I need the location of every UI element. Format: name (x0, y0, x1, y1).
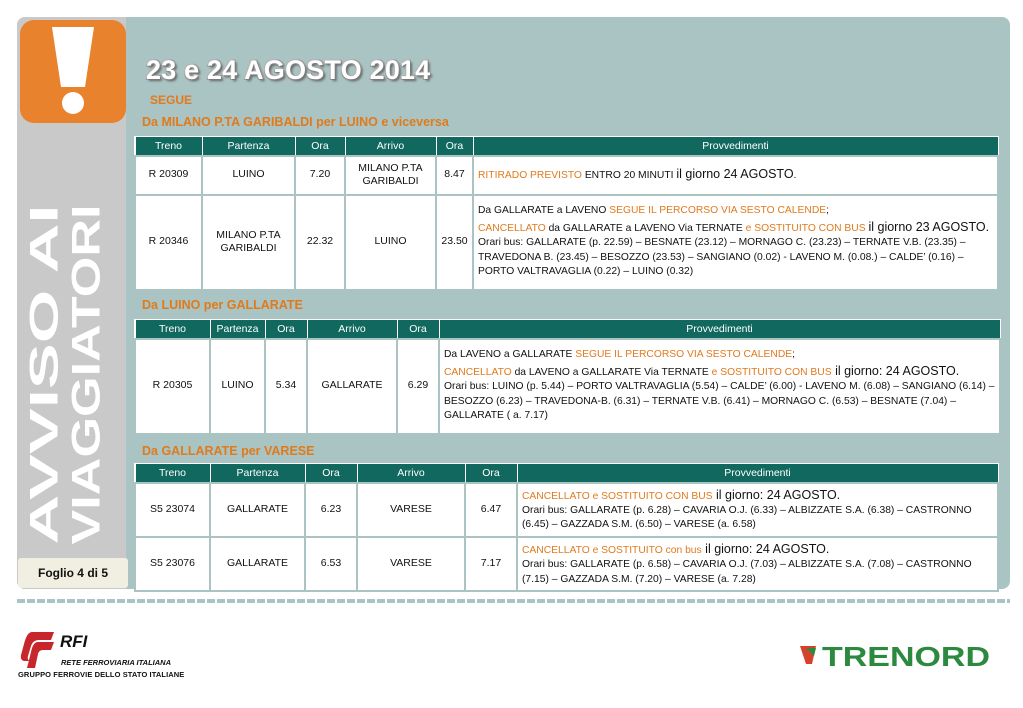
col-ora-arrivo: Ora (436, 137, 473, 156)
col-partenza: Partenza (210, 464, 305, 483)
cell-ora-arrivo: 8.47 (436, 156, 473, 195)
col-treno: Treno (135, 137, 202, 156)
col-partenza: Partenza (210, 320, 265, 339)
section-title-gallarate-varese: Da GALLARATE per VARESE (142, 444, 315, 458)
avviso-viaggiatori-vertical (22, 202, 116, 547)
date-text: il giorno: 24 AGOSTO. (712, 487, 841, 502)
semicolon: ; (792, 349, 795, 361)
cell-ora-partenza: 7.20 (295, 156, 345, 195)
cell-ora-partenza: 6.23 (305, 483, 357, 537)
rfi-logo-icon (18, 630, 58, 670)
period: . (793, 170, 797, 182)
cell-provvedimenti (473, 156, 998, 195)
sostituito-label: e SOSTITUITO CON BUS (745, 222, 869, 234)
cell-partenza: LUINO (210, 339, 265, 434)
cell-provvedimenti (473, 195, 998, 290)
table-luino-gallarate (134, 319, 1001, 435)
table-row (135, 156, 998, 195)
col-partenza: Partenza (202, 137, 295, 156)
cell-arrivo: VARESE (357, 483, 465, 537)
col-arrivo: Arrivo (345, 137, 436, 156)
col-treno: Treno (135, 464, 210, 483)
bus-schedule: Orari bus: LUINO (p. 5.44) – PORTO VALTRAVAGLIA (5.54) – CALDE’ (6.00) - LAVENO M. (6.08) – SANGIANO (6.14) – BESOZZO (6.23) – TRAVEDONA-B. (6.31) – TERNATE V.B. (6.41) – MORNAGO C. (6.53) – BESNATE (7.04) – GALLARATE ( a. 7.17) (444, 381, 995, 422)
bus-schedule: Orari bus: GALLARATE (p. 22.59) – BESNATE (23.12) – MORNAGO C. (23.23) – TERNATE V.B. (23.35) – TRAVEDONA B. (23.45) – BESOZZO (23.53) – SANGIANO (0.02) - LAVENO M. (0.08.) – CALDE’ (0.16) – PORTO VALTRAVAGLIA (0.22) – LUINO (0.32) (478, 237, 966, 278)
page-indicator: Foglio 4 di 5 (18, 558, 128, 588)
col-arrivo: Arrivo (307, 320, 397, 339)
vertical-line-2: VIAGGIATORI (64, 283, 109, 545)
table-row (135, 483, 998, 537)
table-header-row (135, 464, 998, 483)
col-provvedimenti: Provvedimenti (439, 320, 1000, 339)
cell-treno: S5 23076 (135, 537, 210, 591)
semicolon: ; (826, 205, 829, 217)
section-title-luino-gallarate: Da LUINO per GALLARATE (142, 298, 303, 312)
ritirato-label: RITIRADO PREVISTO (478, 170, 582, 182)
date-text: il giorno 23 AGOSTO. (868, 219, 990, 234)
cell-partenza: MILANO P.TA GARIBALDI (202, 195, 295, 290)
cell-arrivo: MILANO P.TA GARIBALDI (345, 156, 436, 195)
segue-percorso-label: SEGUE IL PERCORSO VIA SESTO CALENDE (609, 205, 827, 217)
cell-provvedimenti (439, 339, 1000, 434)
route-text: Da GALLARATE a LAVENO (478, 205, 610, 217)
table-milano-luino (134, 136, 999, 291)
route-text: Da LAVENO a GALLARATE (444, 349, 576, 361)
col-arrivo: Arrivo (357, 464, 465, 483)
cancellato-label: CANCELLATO (444, 366, 512, 378)
cell-provvedimenti (517, 537, 998, 591)
divider-line (17, 599, 1010, 603)
exclamation-icon (44, 25, 102, 117)
sostituito-label: e SOSTITUITO CON BUS (711, 366, 832, 378)
col-ora-arrivo: Ora (397, 320, 439, 339)
cell-ora-partenza: 5.34 (265, 339, 307, 434)
cell-treno: R 20309 (135, 156, 202, 195)
cell-ora-arrivo: 6.29 (397, 339, 439, 434)
cancellato-sostituito-label: CANCELLATO e SOSTITUITO con bus (522, 544, 702, 556)
cell-treno: S5 23074 (135, 483, 210, 537)
cell-arrivo: LUINO (345, 195, 436, 290)
route-text: da GALLARATE a LAVENO Via TERNATE (545, 222, 746, 234)
cell-partenza: LUINO (202, 156, 295, 195)
cell-provvedimenti (517, 483, 998, 537)
date-text: il giorno 24 AGOSTO (676, 167, 794, 182)
date-text: il giorno: 24 AGOSTO. (701, 541, 830, 556)
col-provvedimenti: Provvedimenti (517, 464, 998, 483)
section-title-milano-luino: Da MILANO P.TA GARIBALDI per LUINO e viceversa (142, 115, 449, 129)
table-header-row (135, 137, 998, 156)
rfi-name: RFI (60, 632, 88, 651)
col-provvedimenti: Provvedimenti (473, 137, 998, 156)
vertical-line-1: AVVISO AI (22, 346, 67, 545)
cell-ora-partenza: 6.53 (305, 537, 357, 591)
bus-schedule: Orari bus: GALLARATE (p. 6.58) – CAVARIA O.J. (7.03) – ALBIZZATE S.A. (7.08) – CASTRONNO (7.15) – GAZZADA S.M. (7.20) – VARESE (a. 7.28) (522, 559, 972, 585)
trenord-name: TRENORD (822, 641, 990, 672)
col-ora-partenza: Ora (305, 464, 357, 483)
table-row (135, 339, 1000, 434)
table-row (135, 195, 998, 290)
cancellato-label: CANCELLATO (478, 222, 546, 234)
trenord-logo (798, 640, 993, 670)
entro-text: ENTRO 20 MINUTI (581, 170, 677, 182)
cell-treno: R 20346 (135, 195, 202, 290)
page-title: 23 e 24 AGOSTO 2014 (146, 55, 431, 85)
cell-ora-arrivo: 7.17 (465, 537, 517, 591)
cell-treno: R 20305 (135, 339, 210, 434)
cell-partenza: GALLARATE (210, 483, 305, 537)
segue-label: SEGUE (150, 93, 193, 107)
date-text: il giorno: 24 AGOSTO. (831, 363, 960, 378)
cell-ora-arrivo: 23.50 (436, 195, 473, 290)
cell-ora-arrivo: 6.47 (465, 483, 517, 537)
col-ora-arrivo: Ora (465, 464, 517, 483)
rfi-subtitle: RETE FERROVIARIA ITALIANA (61, 658, 171, 667)
table-row (135, 537, 998, 591)
cell-ora-partenza: 22.32 (295, 195, 345, 290)
cell-arrivo: GALLARATE (307, 339, 397, 434)
cell-arrivo: VARESE (357, 537, 465, 591)
segue-percorso-label: SEGUE IL PERCORSO VIA SESTO CALENDE (575, 349, 793, 361)
cancellato-sostituito-label: CANCELLATO e SOSTITUITO CON BUS (522, 490, 713, 502)
table-gallarate-varese (134, 463, 999, 592)
table-header-row (135, 320, 1000, 339)
cell-partenza: GALLARATE (210, 537, 305, 591)
col-ora-partenza: Ora (295, 137, 345, 156)
col-treno: Treno (135, 320, 210, 339)
rfi-group: GRUPPO FERROVIE DELLO STATO ITALIANE (18, 670, 185, 679)
col-ora-partenza: Ora (265, 320, 307, 339)
route-text: da LAVENO a GALLARATE Via TERNATE (511, 366, 712, 378)
bus-schedule: Orari bus: GALLARATE (p. 6.28) – CAVARIA O.J. (6.33) – ALBIZZATE S.A. (6.38) – CASTRONNO (6.45) – GAZZADA S.M. (6.50) – VARESE (a. 6.58) (522, 505, 972, 531)
